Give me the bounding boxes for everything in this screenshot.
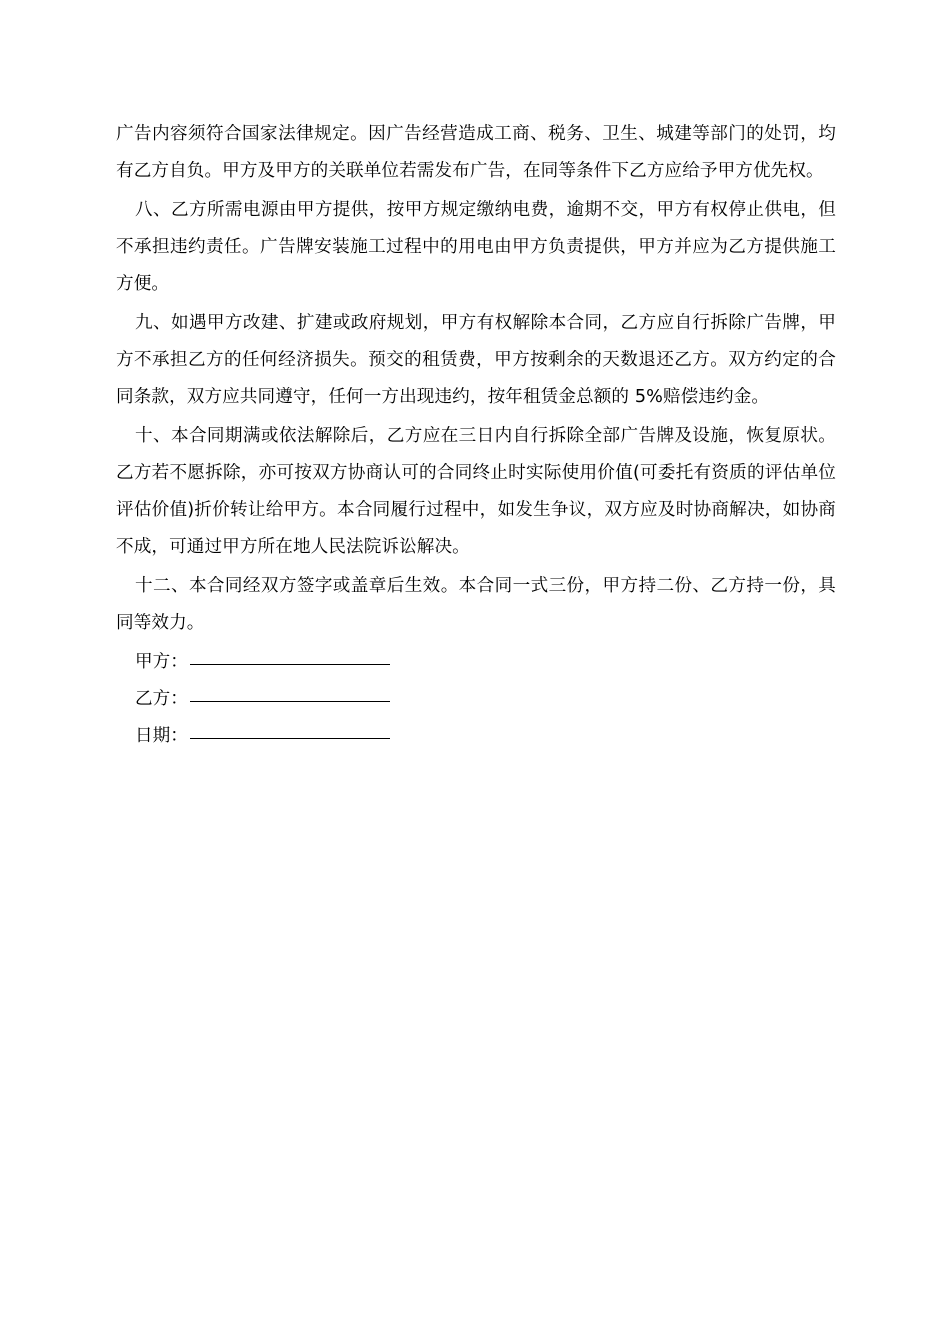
paragraph-clause-9-termination: 九、如遇甲方改建、扩建或政府规划，甲方有权解除本合同，乙方应自行拆除广告牌，甲方不承担乙方的任何经济损失。预交的租赁费，甲方按剩余的天数退还乙方。双方约定的合同条款，双方应共同遵守，任何一方出现违约，按年租赁金总额的 5%赔偿违约金。 [116, 313, 836, 407]
signature-party-b-label: 乙方： [135, 689, 188, 709]
signature-party-a-line [190, 663, 390, 665]
signature-party-b-line [190, 700, 390, 702]
signature-party-a-label: 甲方： [135, 652, 188, 672]
paragraph-clause-10-expiry: 十、本合同期满或依法解除后，乙方应在三日内自行拆除全部广告牌及设施，恢复原状。乙方若不愿拆除，亦可按双方协商认可的合同终止时实际使用价值(可委托有资质的评估单位评估价值)折价转让给甲方。本合同履行过程中，如发生争议，双方应及时协商解决，如协商不成，可通过甲方所在地人民法院诉讼解决。 [116, 426, 836, 557]
signature-date-label: 日期： [135, 726, 188, 746]
document-page [116, 116, 836, 755]
paragraph-clause-12-effect: 十二、本合同经双方签字或盖章后生效。本合同一式三份，甲方持二份、乙方持一份，具同等效力。 [116, 576, 836, 633]
signature-party-a [116, 644, 836, 681]
paragraph-advertising-content: 广告内容须符合国家法律规定。因广告经营造成工商、税务、卫生、城建等部门的处罚，均有乙方自负。甲方及甲方的关联单位若需发布广告，在同等条件下乙方应给予甲方优先权。 [116, 124, 836, 181]
paragraph-clause-8-electricity: 八、乙方所需电源由甲方提供，按甲方规定缴纳电费，逾期不交，甲方有权停止供电，但不承担违约责任。广告牌安装施工过程中的用电由甲方负责提供，甲方并应为乙方提供施工方便。 [116, 200, 836, 294]
signature-party-b [116, 681, 836, 718]
signature-date [116, 718, 836, 755]
signature-date-line [190, 737, 390, 739]
